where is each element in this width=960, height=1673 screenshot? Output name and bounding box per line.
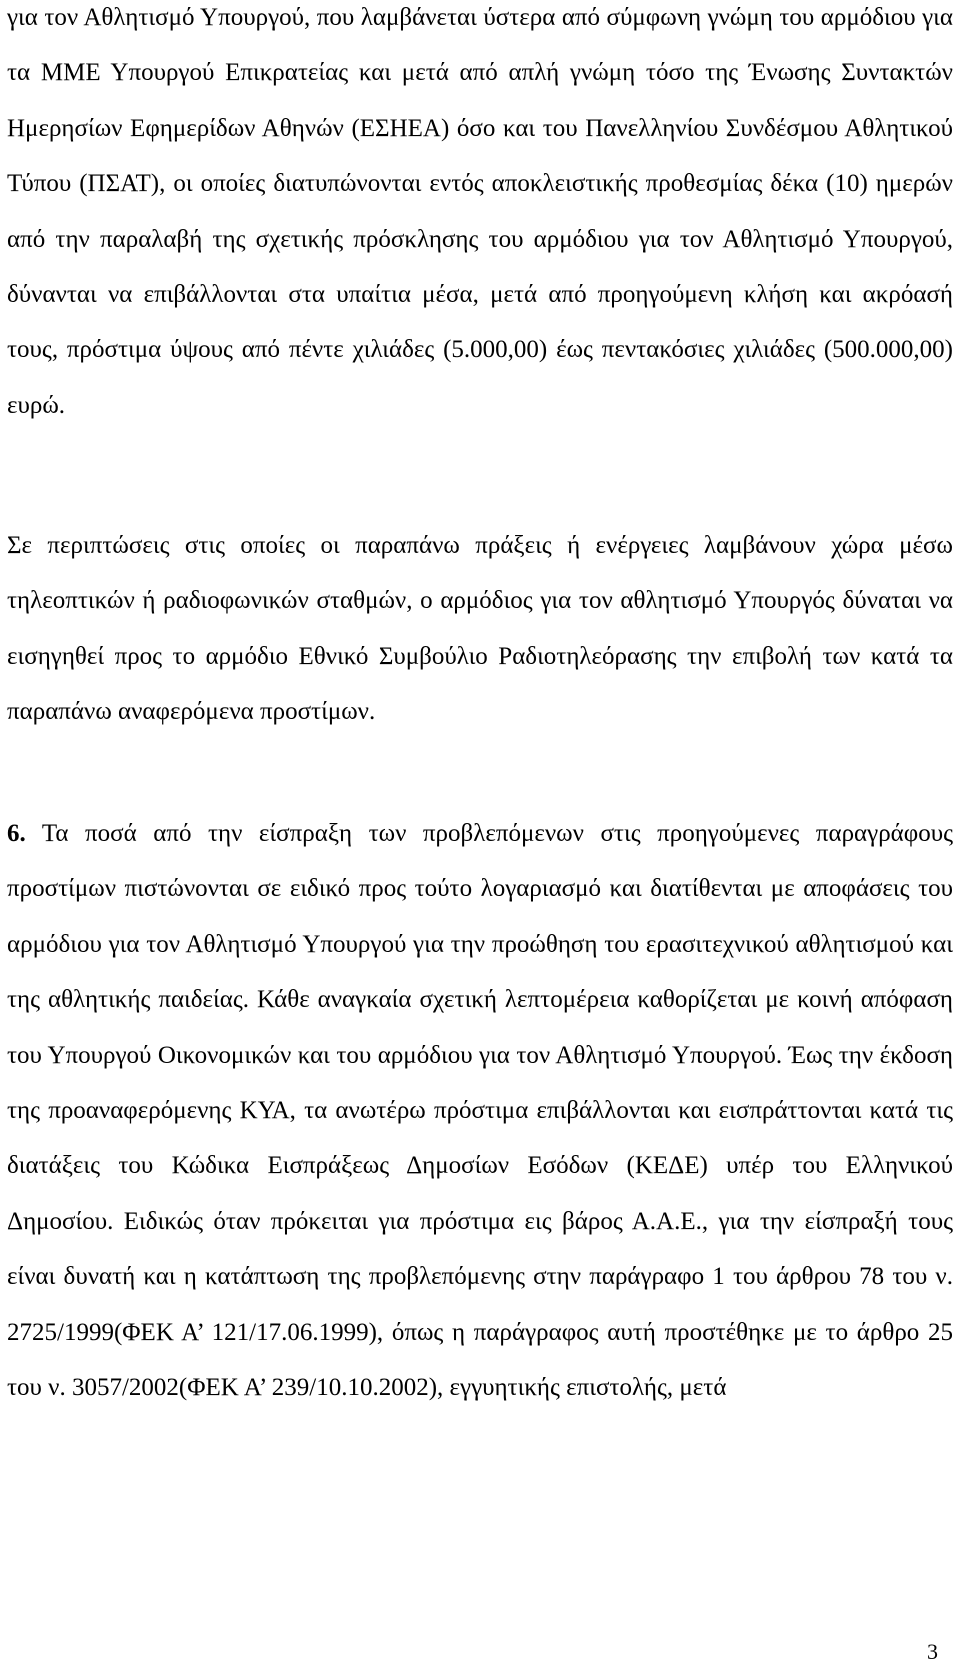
- body-text-section-6: [7, 806, 953, 1415]
- section-6-text: Τα ποσά από την είσπραξη των προβλεπόμενων στις προηγούμενες παραγράφους προστίμων πιστώνονται σε ειδικό προς τούτο λογαριασμό και διατίθενται με αποφάσεις του αρμόδιου για τον Αθλητισμό Υπουργού για την προώθηση του ερασιτεχνικού αθλητισμού και της αθλητικής παιδείας. Κάθε αναγκαία σχετική λεπτομέρεια καθορίζεται με κοινή απόφαση του Υπουργού Οικονομικών και του αρμόδιου για τον Αθλητισμό Υπουργού. Έως την έκδοση της προαναφερόμενης ΚΥΑ, τα ανωτέρω πρόστιμα επιβάλλονται και εισπράττονται κατά τις διατάξεις του Κώδικα Εισπράξεως Δημοσίων Εσόδων (ΚΕΔΕ) υπέρ του Ελληνικού Δημοσίου. Ειδικώς όταν πρόκειται για πρόστιμα εις βάρος Α.Α.Ε., για την είσπραξή τους είναι δυνατή και η κατάπτωση της προβλεπόμενης στην παράγραφο 1 του άρθρου 78 του ν. 2725/1999(ΦΕΚ Α’ 121/17.06.1999), όπως η παράγραφος αυτή προστέθηκε με το άρθρο 25 του ν. 3057/2002(ΦΕΚ Α’ 239/10.10.2002), εγγυητικής επιστολής, μετά: [7, 820, 953, 1402]
- paragraph-broadcast: Σε περιπτώσεις στις οποίες οι παραπάνω πράξεις ή ενέργειες λαμβάνουν χώρα μέσω τηλεοπτικών ή ραδιοφωνικών σταθμών, ο αρμόδιος για τον αθλητισμό Υπουργός δύναται να εισηγηθεί προς το αρμόδιο Εθνικό Συμβούλιο Ραδιοτηλεόρασης την επιβολή των κατά τα παραπάνω αναφερόμενα προστίμων.: [7, 532, 953, 726]
- body-text-middle: [7, 518, 953, 740]
- section-6-paragraph: [7, 806, 953, 1415]
- paragraph-fines: για τον Αθλητισμό Υπουργού, που λαμβάνεται ύστερα από σύμφωνη γνώμη του αρμόδιου για τα ΜΜΕ Υπουργού Επικρατείας και μετά από απλή γνώμη τόσο της Ένωσης Συντακτών Ημερησίων Εφημερίδων Αθηνών (ΕΣΗΕΑ) όσο και του Πανελληνίου Συνδέσμου Αθλητικού Τύπου (ΠΣΑΤ), οι οποίες διατυπώνονται εντός αποκλειστικής προθεσμίας δέκα (10) ημερών από την παραλαβή της σχετικής πρόσκλησης του αρμόδιου για τον Αθλητισμό Υπουργού, δύνανται να επιβάλλονται στα υπαίτια μέσα, μετά από προηγούμενη κλήση και ακρόασή τους, πρόστιμα ύψους από πέντε χιλιάδες (5.000,00) έως πεντακόσιες χιλιάδες (500.000,00) ευρώ.: [7, 4, 953, 419]
- section-6-number: 6.: [7, 820, 26, 847]
- body-text-top: [7, 0, 953, 433]
- page-number: 3: [927, 1639, 938, 1664]
